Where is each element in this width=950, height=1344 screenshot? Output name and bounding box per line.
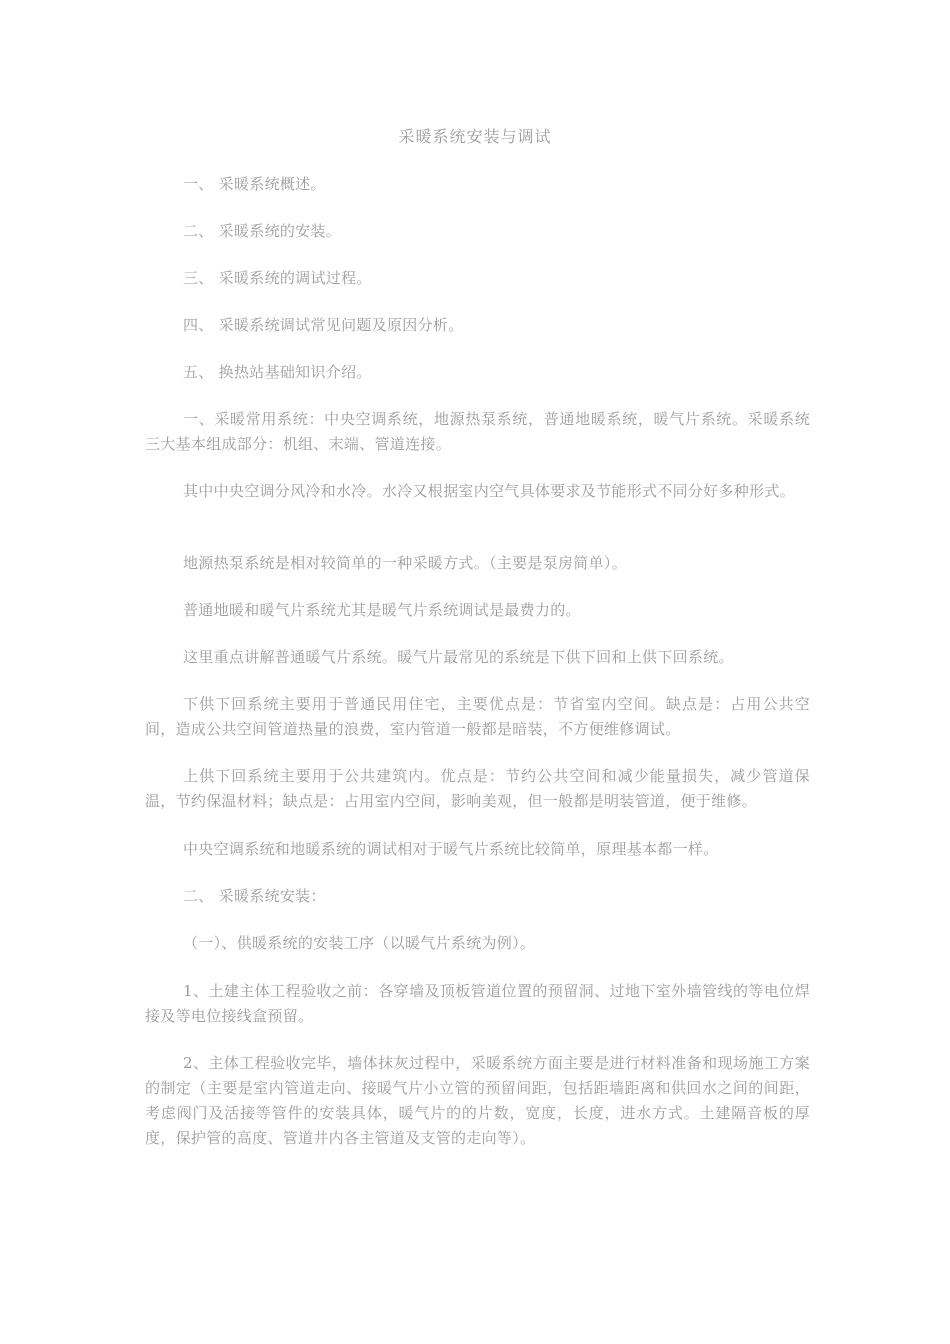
outline-item-4: 四、 采暖系统调试常见问题及原因分析。: [183, 316, 464, 334]
paragraph-common-systems: 一、采暖常用系统：中央空调系统，地源热泵系统，普通地暖系统，暖气片系统。采暖系统三大基本组成部分：机组、末端、管道连接。: [145, 410, 810, 453]
paragraph-central-ac: 其中中央空调分风冷和水冷。水冷又根据室内空气具体要求及节能形式不同分好多种形式。: [183, 482, 796, 500]
outline-item-3: 三、 采暖系统的调试过程。: [183, 269, 372, 287]
outline-item-2: 二、 采暖系统的安装。: [183, 222, 342, 240]
outline-item-1: 一、 采暖系统概述。: [183, 175, 326, 193]
paragraph-comparison: 中央空调系统和地暖系统的调试相对于暖气片系统比较简单，原理基本都一样。: [183, 840, 719, 858]
subsection-heading-procedure: （一）、供暖系统的安装工序（以暖气片系统为例）。: [183, 934, 536, 952]
section-heading-installation: 二、 采暖系统安装：: [183, 887, 326, 905]
paragraph-lower-supply: 下供下回系统主要用于普通民用住宅，主要优点是：节省室内空间。缺点是：占用公共空间，造成公共空间管道热量的浪费，室内管道一般都是暗装，不方便维修调试。: [145, 695, 810, 738]
paragraph-upper-supply: 上供下回系统主要用于公共建筑内。优点是：节约公共空间和减少能量损失，减少管道保温，节约保温材料；缺点是：占用室内空间，影响美观，但一般都是明装管道，便于维修。: [145, 767, 810, 810]
paragraph-floor-heating: 普通地暖和暖气片系统尤其是暖气片系统调试是最费力的。: [183, 601, 581, 619]
paragraph-ground-source: 地源热泵系统是相对较简单的一种采暖方式。（主要是泵房简单）。: [183, 554, 628, 572]
paragraph-step-1: 1、土建主体工程验收之前：各穿墙及顶板管道位置的预留洞、过地下室外墙管线的等电位焊接及等电位接线盒预留。: [145, 982, 810, 1025]
paragraph-step-2: 2、主体工程验收完毕，墙体抹灰过程中，采暖系统方面主要是进行材料准备和现场施工方案的制定（主要是室内管道走向、接暖气片小立管的预留间距，包括距墙距离和供回水之间的间距，考虑阀门及活接等管件的安装具体，暖气片的的片数，宽度，长度，进水方式。土建隔音板的厚度，保护管的高度、管道井内各主管道及支管的走向等）。: [145, 1054, 810, 1147]
outline-item-5: 五、 换热站基础知识介绍。: [183, 363, 372, 381]
document-title: 采暖系统安装与调试: [398, 127, 552, 146]
paragraph-radiator-focus: 这里重点讲解普通暖气片系统。暖气片最常见的系统是下供下回和上供下回系统。: [183, 648, 734, 666]
